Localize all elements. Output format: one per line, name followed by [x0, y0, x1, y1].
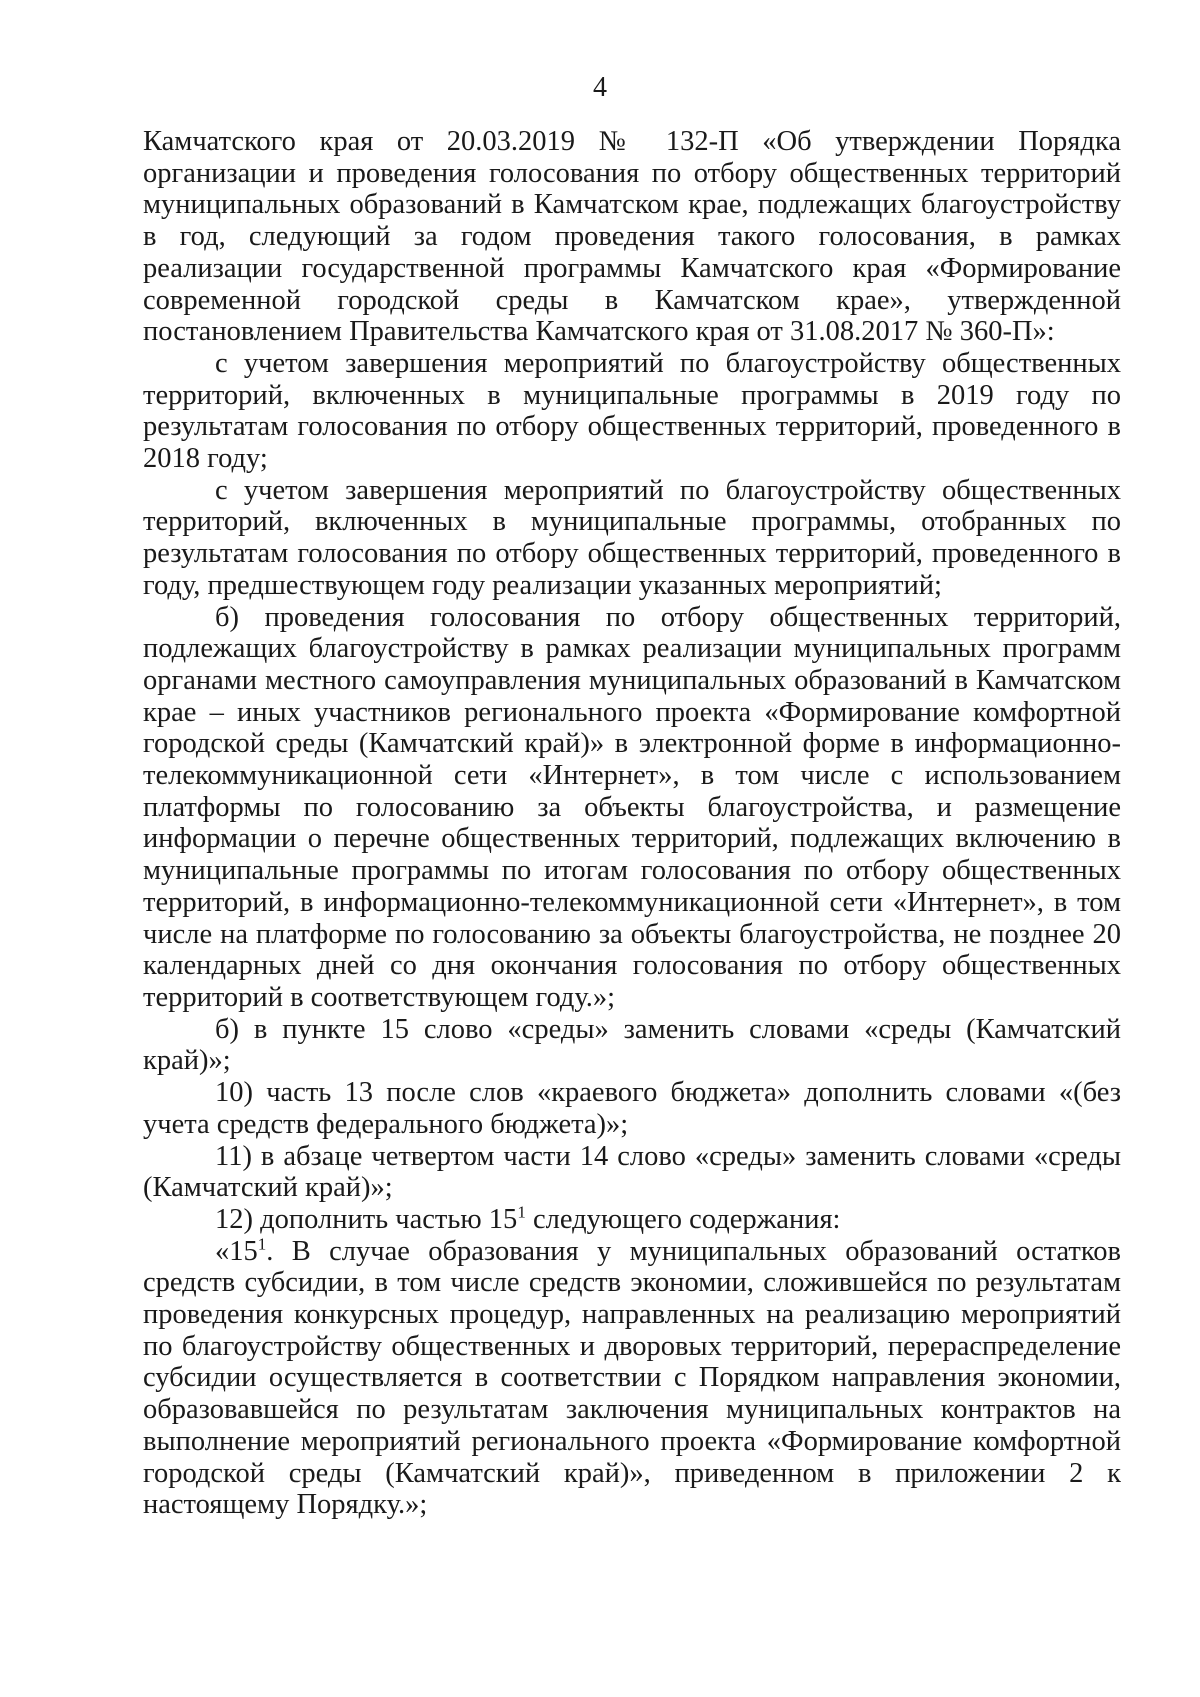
paragraph-8 — [143, 1204, 1121, 1236]
paragraph-6: 10) часть 13 после слов «краевого бюджета» дополнить словами «(без учета средств федерального бюджета)»; — [143, 1077, 1121, 1140]
paragraph-1: Камчатского края от 20.03.2019 № 132-П «Об утверждении Порядка организации и проведения голосования по отбору общественных территорий муниципальных образований в Камчатском крае, подлежащих благоустройству в год, следующий за годом проведения такого голосования, в рамках реализации государственной программы Камчатского края «Формирование современной городской среды в Камчатском крае», утвержденной постановлением Правительства Камчатского края от 31.08.2017 № 360-П»: — [143, 126, 1121, 348]
paragraph-9-text: «15 — [215, 1235, 258, 1267]
paragraph-5: б) в пункте 15 слово «среды» заменить словами «среды (Камчатский край)»; — [143, 1013, 1121, 1077]
paragraph-8-text: 12) дополнить частью 15 — [215, 1203, 518, 1235]
superscript: 1 — [257, 1234, 267, 1254]
page-number: 4 — [593, 72, 607, 103]
paragraph-8-text-end: следующего содержания: — [525, 1203, 841, 1235]
paragraph-4: б) проведения голосования по отбору общественных территорий, подлежащих благоустройству в рамках реализации муниципальных программ органами местного самоуправления муниципальных образований в Камчатском крае – иных участников регионального проекта «Формирование комфортной городской среды (Камчатский край)» в электронной форме в информационно-телекоммуникационной сети «Интернет», в том числе с использованием платформы по голосованию за объекты благоустройства, и размещение информации о перечне общественных территорий, подлежащих включению в муниципальные программы по итогам голосования по отбору общественных территорий, в информационно-телекоммуникационной сети «Интернет», в том числе на платформе по голосованию за объекты благоустройства, не позднее 20 календарных дней со дня окончания голосования по отбору общественных территорий в соответствующем году.»; — [143, 601, 1121, 1013]
paragraph-3: с учетом завершения мероприятий по благоустройству общественных территорий, включенных в муниципальные программы, отобранных по результатам голосования по отбору общественных территорий, проведенного в году, предшествующем году реализации указанных мероприятий; — [143, 474, 1121, 601]
document-body — [143, 126, 1121, 1521]
paragraph-7: 11) в абзаце четвертом части 14 слово «среды» заменить словами «среды (Камчатский край)»; — [143, 1140, 1121, 1204]
paragraph-9 — [143, 1236, 1121, 1521]
paragraph-2: с учетом завершения мероприятий по благоустройству общественных территорий, включенных в муниципальные программы в 2019 году по результатам голосования по отбору общественных территорий, проведенного в 2018 году; — [143, 347, 1121, 475]
superscript: 1 — [517, 1202, 526, 1222]
paragraph-9-text-end: . В случае образования у муниципальных образований остатков средств субсидии, в том числе средств экономии, сложившейся по результатам проведения конкурсных процедур, направленных на реализацию мероприятий по благоустройству общественных и дворовых территорий, перераспределение субсидии осуществляется в соответствии с Порядком направления экономии, образовавшейся по результатам заключения муниципальных контрактов на выполнение мероприятий регионального проекта «Формирование комфортной городской среды (Камчатский край)», приведенном в приложении 2 к настоящему Порядку.»; — [143, 1235, 1121, 1521]
